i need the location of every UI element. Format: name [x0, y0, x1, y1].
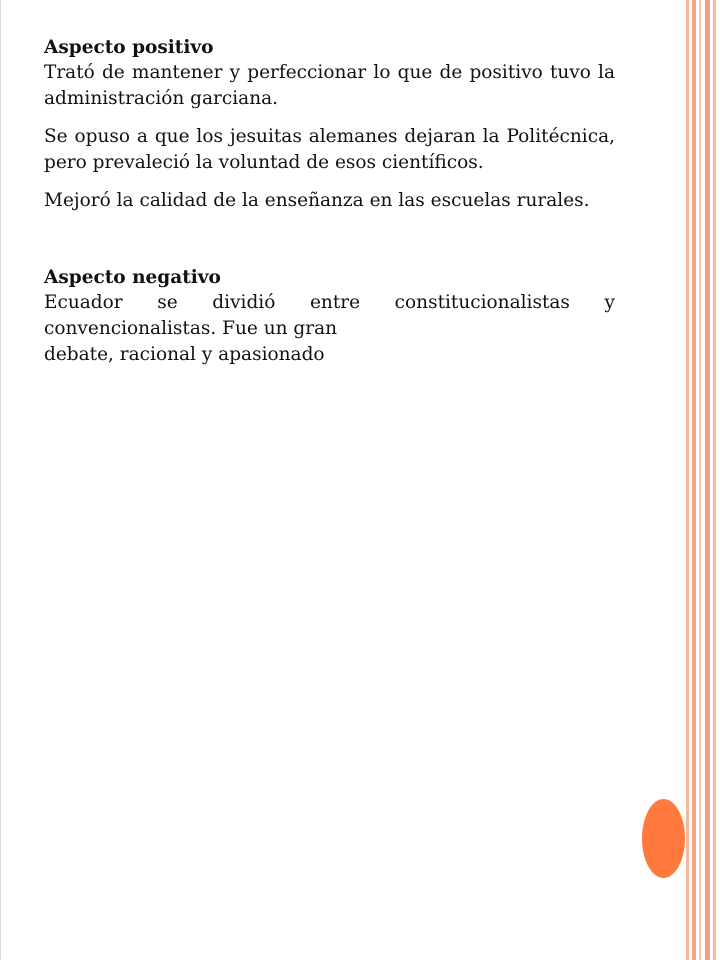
stripe — [686, 0, 689, 960]
negative-heading: Aspecto negativo — [44, 267, 221, 288]
slide-left-edge — [0, 0, 1, 960]
negative-paragraph-line-1: Ecuador se dividió entre constitucionalistas y convencionalistas. Fue un gran — [44, 292, 615, 339]
decorative-oval — [642, 799, 685, 878]
stripe — [705, 0, 710, 960]
decorative-stripes — [686, 0, 720, 960]
negative-paragraph-line-2: debate, racional y apasionado — [44, 344, 325, 365]
stripe — [713, 0, 716, 960]
slide-content — [44, 36, 615, 368]
positive-paragraph-3: Mejoró la calidad de la enseñanza en las escuelas rurales. — [44, 190, 590, 211]
positive-heading: Aspecto positivo — [44, 37, 214, 58]
stripe — [699, 0, 701, 960]
positive-paragraph-2: Se opuso a que los jesuitas alemanes dejaran la Politécnica, pero prevaleció la voluntad de esos científicos. — [44, 126, 615, 173]
positive-paragraph-1: Trató de mantener y perfeccionar lo que de positivo tuvo la administración garciana. — [44, 62, 615, 109]
stripe — [692, 0, 696, 960]
